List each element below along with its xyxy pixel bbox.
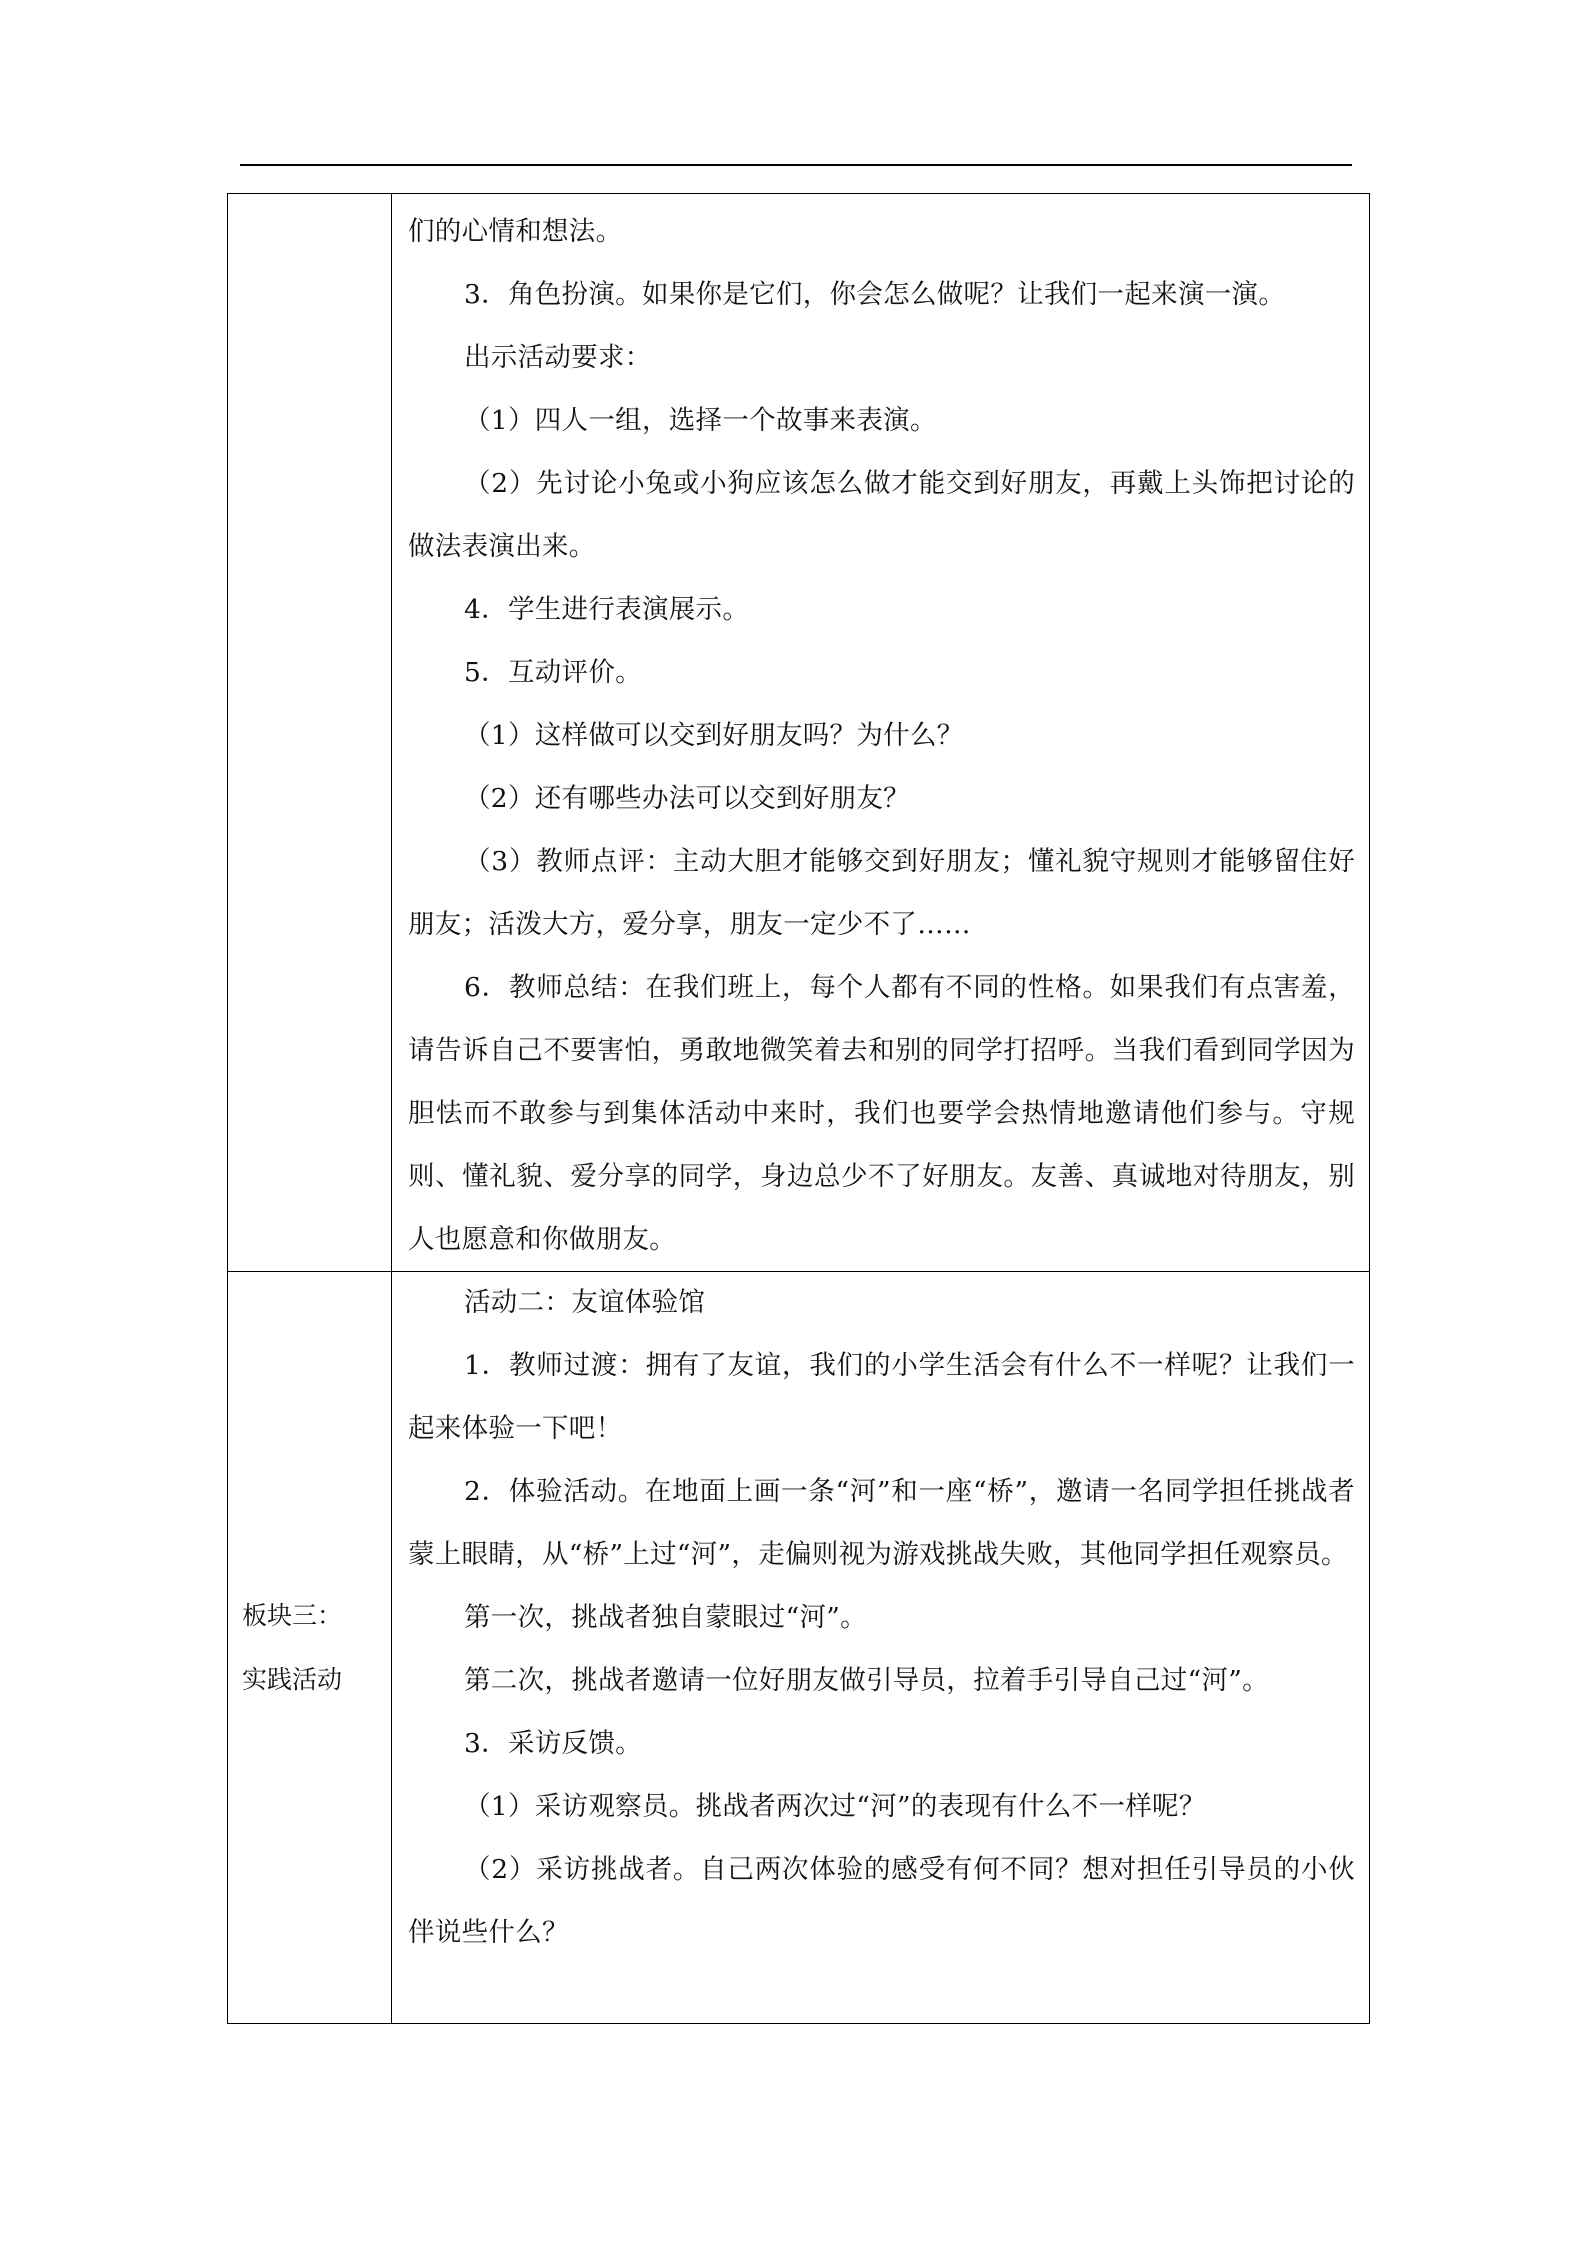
paragraph: （2）先讨论小兔或小狗应该怎么做才能交到好朋友，再戴上头饰把讨论的做法表演出来。 xyxy=(408,468,1355,562)
paragraph: 们的心情和想法。 xyxy=(408,216,623,247)
section-label-cell xyxy=(228,1272,392,2024)
paragraph: 第一次，挑战者独自蒙眼过“河”。 xyxy=(464,1602,867,1633)
paragraph: （1）采访观察员。挑战者两次过“河”的表现有什么不一样呢？ xyxy=(464,1791,1206,1822)
paragraph: 6．教师总结：在我们班上，每个人都有不同的性格。如果我们有点害羞，请告诉自己不要害怕，勇敢地微笑着去和别的同学打招呼。当我们看到同学因为胆怯而不敢参与到集体活动中来时，我们也要学会热情地邀请他们参与。守规则、懂礼貌、爱分享的同学，身边总少不了好朋友。友善、真诚地对待朋友，别人也愿意和你做朋友。 xyxy=(408,972,1355,1255)
paragraph: （1）四人一组，选择一个故事来表演。 xyxy=(464,405,937,436)
paragraph: 4．学生进行表演展示。 xyxy=(464,594,750,625)
paragraph: 5．互动评价。 xyxy=(464,657,642,688)
paragraph: 活动二：友谊体验馆 xyxy=(464,1287,706,1318)
paragraph: （1）这样做可以交到好朋友吗？为什么？ xyxy=(464,720,964,751)
paragraph: 第二次，挑战者邀请一位好朋友做引导员，拉着手引导自己过“河”。 xyxy=(464,1665,1269,1696)
section-label-cell xyxy=(228,194,392,1272)
section-content-cell xyxy=(392,194,1370,1272)
paragraph: 出示活动要求： xyxy=(464,342,652,373)
lesson-plan-table xyxy=(227,193,1370,2024)
section-label-line1: 板块三： xyxy=(242,1600,343,1630)
paragraph: （2）采访挑战者。自己两次体验的感受有何不同？想对担任引导员的小伙伴说些什么？ xyxy=(408,1854,1355,1948)
table-row xyxy=(228,194,1370,1272)
paragraph: 3．角色扮演。如果你是它们，你会怎么做呢？让我们一起来演一演。 xyxy=(464,279,1286,310)
table-row xyxy=(228,1272,1370,2024)
paragraph: （2）还有哪些办法可以交到好朋友？ xyxy=(464,783,910,814)
paragraph: 1．教师过渡：拥有了友谊，我们的小学生活会有什么不一样呢？让我们一起来体验一下吧！ xyxy=(408,1350,1355,1444)
header-rule xyxy=(240,164,1352,166)
paragraph: 2．体验活动。在地面上画一条“河”和一座“桥”，邀请一名同学担任挑战者蒙上眼睛，从“桥”上过“河”，走偏则视为游戏挑战失败，其他同学担任观察员。 xyxy=(408,1476,1355,1570)
section-label-line2: 实践活动 xyxy=(242,1664,343,1694)
paragraph: （3）教师点评：主动大胆才能够交到好朋友；懂礼貌守规则才能够留住好朋友；活泼大方，爱分享，朋友一定少不了…… xyxy=(408,846,1355,940)
section-content-cell xyxy=(392,1272,1370,2024)
paragraph: 3．采访反馈。 xyxy=(464,1728,642,1759)
